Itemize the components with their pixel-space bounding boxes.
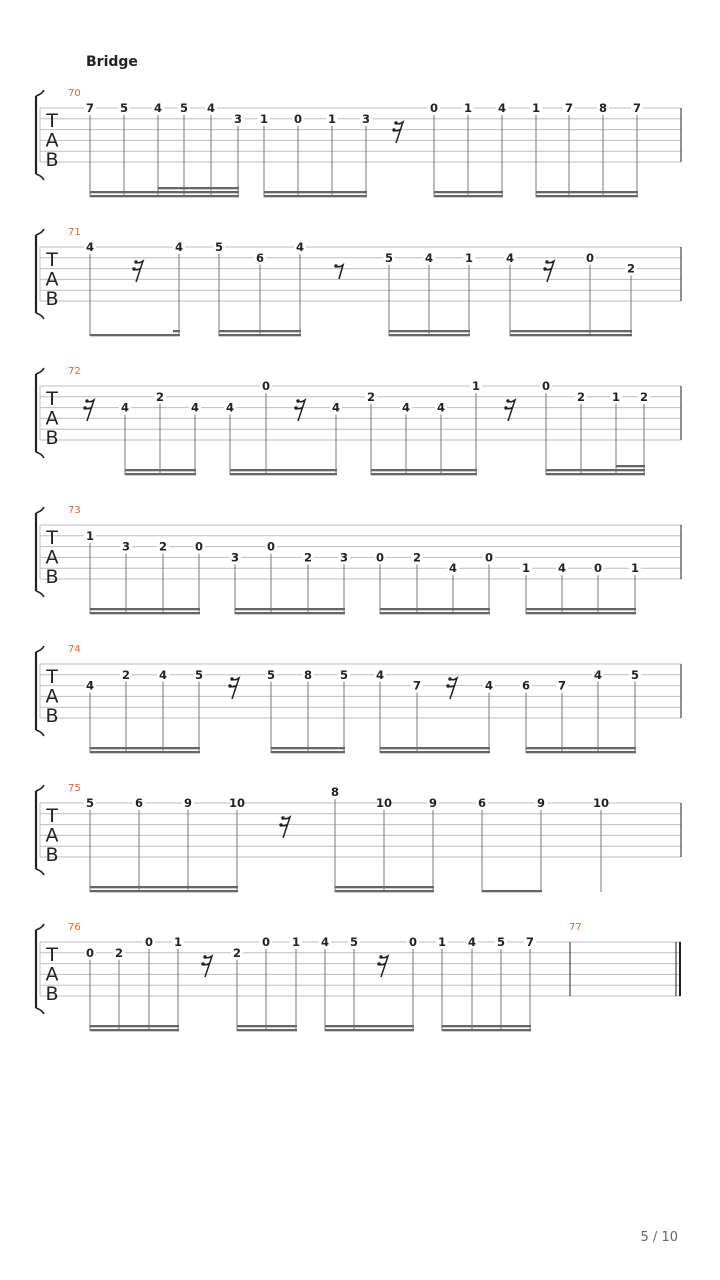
bracket-bottom-hook xyxy=(36,174,44,180)
tab-system xyxy=(36,783,681,892)
fret-number: 4 xyxy=(436,400,446,415)
fret-number: 0 xyxy=(484,550,494,565)
beam xyxy=(90,612,200,614)
fret-number: 5 xyxy=(85,796,95,810)
fret-number: 1 xyxy=(173,935,183,949)
fret-number: 0 xyxy=(85,945,95,960)
beam xyxy=(219,330,301,332)
measure-number: 77 xyxy=(569,922,582,933)
beam xyxy=(237,1029,297,1031)
fret-number: 9 xyxy=(183,796,193,810)
fret-number: 6 xyxy=(134,796,144,810)
sixteenth-rest-icon xyxy=(85,400,94,421)
fret-number: 4 xyxy=(158,667,168,682)
beam xyxy=(125,469,196,471)
fret-number: 3 xyxy=(361,111,371,126)
fret-number: 3 xyxy=(121,539,131,554)
beam xyxy=(237,1025,297,1027)
rest-dot xyxy=(201,962,204,965)
fret-number: 4 xyxy=(174,240,184,254)
tab-clef-letter: A xyxy=(45,407,59,430)
rest-dot xyxy=(392,128,395,131)
beam xyxy=(90,608,200,610)
fret-number: 7 xyxy=(412,678,422,693)
beam xyxy=(482,890,542,892)
rest-dot xyxy=(545,260,548,263)
bracket-bottom-hook xyxy=(36,313,44,319)
sixteenth-rest-icon xyxy=(134,261,143,282)
fret-number: 8 xyxy=(598,101,608,115)
beam xyxy=(264,195,367,197)
fret-number: 2 xyxy=(412,550,422,565)
bracket-top-hook xyxy=(36,507,44,513)
fret-number: 1 xyxy=(521,561,531,576)
tab-system xyxy=(36,644,681,753)
bracket-top-hook xyxy=(36,90,44,96)
fret-number: 0 xyxy=(194,539,204,554)
tab-system xyxy=(36,366,681,475)
fret-number: 0 xyxy=(429,101,439,115)
beam xyxy=(90,751,200,753)
fret-number: 7 xyxy=(632,101,642,115)
fret-number: 2 xyxy=(232,945,242,960)
tab-clef-letter: T xyxy=(46,249,58,271)
fret-number: 3 xyxy=(230,550,240,565)
fret-number: 10 xyxy=(228,796,246,810)
fret-number: 9 xyxy=(536,796,546,810)
sixteenth-rest-icon xyxy=(203,956,212,977)
fret-number: 4 xyxy=(225,400,235,415)
fret-number: 6 xyxy=(521,678,531,693)
beam xyxy=(389,334,470,336)
bracket-top-hook xyxy=(36,924,44,930)
rest-dot xyxy=(446,684,449,687)
fret-number: 1 xyxy=(291,935,301,949)
fret-number: 4 xyxy=(331,400,341,415)
fret-number: 5 xyxy=(266,667,276,682)
beam xyxy=(271,751,345,753)
sixteenth-rest-icon xyxy=(506,400,515,421)
beam xyxy=(442,1029,531,1031)
fret-number: 0 xyxy=(408,935,418,949)
beam xyxy=(389,330,470,332)
rest-dot xyxy=(504,406,507,409)
fret-number: 5 xyxy=(194,667,204,682)
fret-number: 3 xyxy=(339,550,349,565)
fret-number: 7 xyxy=(557,678,567,693)
sixteenth-rest-icon xyxy=(379,956,388,977)
beam xyxy=(158,187,239,189)
rest-dot xyxy=(281,816,284,819)
fret-number: 0 xyxy=(144,935,154,949)
beam xyxy=(325,1025,414,1027)
tab-clef-letter: A xyxy=(45,268,59,291)
bracket-bottom-hook xyxy=(36,591,44,597)
fret-number: 5 xyxy=(119,101,129,115)
measure-number: 72 xyxy=(68,366,81,377)
fret-number: 0 xyxy=(541,379,551,393)
fret-number: 5 xyxy=(214,240,224,254)
tab-clef-letter: A xyxy=(45,129,59,152)
fret-number: 8 xyxy=(330,785,340,800)
fret-number: 4 xyxy=(593,667,603,682)
fret-number: 0 xyxy=(266,539,276,554)
fret-number: 6 xyxy=(255,250,265,265)
fret-number: 0 xyxy=(261,379,271,393)
fret-number: 5 xyxy=(384,250,394,265)
fret-number: 1 xyxy=(611,389,621,404)
rest-dot xyxy=(83,406,86,409)
fret-number: 5 xyxy=(630,667,640,682)
sixteenth-rest-icon xyxy=(230,678,239,699)
beam xyxy=(510,334,632,336)
fret-number: 4 xyxy=(85,678,95,693)
tab-clef-letter: A xyxy=(45,824,59,847)
tab-clef-letter: T xyxy=(46,388,58,410)
rest-dot xyxy=(203,955,206,958)
beam xyxy=(90,1025,179,1027)
fret-number: 6 xyxy=(477,796,487,810)
bracket-bottom-hook xyxy=(36,869,44,875)
tab-clef-letter: A xyxy=(45,685,59,708)
rest-dot xyxy=(134,260,137,263)
sixteenth-rest-icon xyxy=(394,122,403,143)
beam xyxy=(380,751,490,753)
fret-number: 4 xyxy=(375,667,385,682)
measure-number: 71 xyxy=(68,227,81,238)
beam xyxy=(219,334,301,336)
beam xyxy=(526,751,636,753)
beam xyxy=(325,1029,414,1031)
beam xyxy=(90,334,180,336)
beam xyxy=(235,612,345,614)
fret-number: 5 xyxy=(179,101,189,115)
fret-number: 4 xyxy=(153,101,163,115)
fret-number: 0 xyxy=(593,561,603,576)
rest-dot xyxy=(294,406,297,409)
bracket-top-hook xyxy=(36,646,44,652)
tab-clef-letter: A xyxy=(45,546,59,569)
tab-clef-letter: B xyxy=(45,983,59,1005)
sixteenth-rest-icon xyxy=(281,817,290,838)
fret-number: 2 xyxy=(114,945,124,960)
fret-number: 1 xyxy=(463,101,473,115)
bracket-bottom-hook xyxy=(36,452,44,458)
fret-number: 4 xyxy=(401,400,411,415)
fret-number: 4 xyxy=(497,101,507,115)
bracket-top-hook xyxy=(36,229,44,235)
rest-dot xyxy=(379,955,382,958)
fret-number: 2 xyxy=(155,389,165,404)
fret-number: 7 xyxy=(564,101,574,115)
fret-number: 4 xyxy=(448,561,458,576)
beam xyxy=(371,469,477,471)
tab-clef-letter: T xyxy=(46,110,58,132)
tab-clef-letter: B xyxy=(45,705,59,727)
fret-number: 1 xyxy=(471,379,481,393)
fret-number: 2 xyxy=(576,389,586,404)
fret-number: 1 xyxy=(85,528,95,543)
measure-number: 75 xyxy=(68,783,81,794)
fret-number: 4 xyxy=(467,935,477,949)
bracket-top-hook xyxy=(36,785,44,791)
fret-number: 2 xyxy=(639,389,649,404)
tab-clef-letter: B xyxy=(45,566,59,588)
fret-number: 4 xyxy=(320,935,330,949)
tab-clef-letter: T xyxy=(46,944,58,966)
fret-number: 0 xyxy=(585,250,595,265)
beam xyxy=(335,890,434,892)
rest-dot xyxy=(296,399,299,402)
fret-number: 4 xyxy=(484,678,494,693)
rest-dot xyxy=(394,121,397,124)
fret-number: 0 xyxy=(375,550,385,565)
bracket-bottom-hook xyxy=(36,730,44,736)
rest-dot xyxy=(543,267,546,270)
fret-number: 4 xyxy=(295,240,305,254)
fret-number: 0 xyxy=(293,111,303,126)
rest-dot xyxy=(228,684,231,687)
beam xyxy=(371,473,477,475)
measure-number: 70 xyxy=(68,88,81,99)
tab-clef-letter: T xyxy=(46,666,58,688)
fret-number: 9 xyxy=(428,796,438,810)
page-number: 5 / 10 xyxy=(640,1230,678,1245)
beam xyxy=(546,473,645,475)
fret-number: 2 xyxy=(626,261,636,276)
fret-number: 7 xyxy=(85,101,95,115)
fret-number: 5 xyxy=(496,935,506,949)
beam xyxy=(380,612,490,614)
measure-number: 76 xyxy=(68,922,81,933)
fret-number: 2 xyxy=(303,550,313,565)
beam xyxy=(616,465,645,467)
fret-number: 10 xyxy=(375,796,393,810)
tab-clef-letter: B xyxy=(45,149,59,171)
tab-clef-letter: B xyxy=(45,844,59,866)
tab-clef-letter: B xyxy=(45,288,59,310)
sixteenth-rest-icon xyxy=(296,400,305,421)
fret-number: 4 xyxy=(557,561,567,576)
fret-number: 4 xyxy=(424,250,434,265)
bracket-top-hook xyxy=(36,368,44,374)
tab-system xyxy=(36,505,681,614)
beam xyxy=(526,747,636,749)
sixteenth-rest-icon xyxy=(448,678,457,699)
beam xyxy=(536,195,638,197)
beam xyxy=(510,330,632,332)
tab-system xyxy=(36,227,681,336)
tab-system xyxy=(36,922,681,1031)
fret-number: 4 xyxy=(85,240,95,254)
measure-number: 74 xyxy=(68,644,81,655)
tab-clef-letter: B xyxy=(45,427,59,449)
fret-number: 1 xyxy=(630,561,640,576)
fret-number: 10 xyxy=(592,796,610,810)
bracket-bottom-hook xyxy=(36,1008,44,1014)
beam xyxy=(434,191,503,193)
beam xyxy=(546,469,645,471)
fret-number: 4 xyxy=(190,400,200,415)
beam xyxy=(125,473,196,475)
fret-number: 5 xyxy=(339,667,349,682)
rest-dot xyxy=(377,962,380,965)
rest-dot xyxy=(132,267,135,270)
tab-clef-letter: T xyxy=(46,527,58,549)
rest-dot xyxy=(230,677,233,680)
tab-clef-letter: A xyxy=(45,963,59,986)
beam xyxy=(90,747,200,749)
beam xyxy=(230,473,337,475)
fret-number: 4 xyxy=(505,250,515,265)
beam xyxy=(90,1029,179,1031)
rest-dot xyxy=(279,823,282,826)
rest-dot xyxy=(85,399,88,402)
fret-number: 3 xyxy=(233,111,243,126)
beam xyxy=(235,608,345,610)
fret-number: 2 xyxy=(121,667,131,682)
fret-number: 1 xyxy=(464,250,474,265)
beam xyxy=(90,191,239,193)
fret-number: 4 xyxy=(206,101,216,115)
fret-number: 0 xyxy=(261,935,271,949)
beam xyxy=(380,747,490,749)
fret-number: 1 xyxy=(531,101,541,115)
rest-dot xyxy=(334,264,338,268)
tab-clef-letter: T xyxy=(46,805,58,827)
sixteenth-rest-icon xyxy=(545,261,554,282)
beam xyxy=(271,747,345,749)
beam xyxy=(90,195,239,197)
fret-number: 2 xyxy=(366,389,376,404)
tab-system xyxy=(36,88,681,197)
beam xyxy=(90,890,238,892)
beam xyxy=(526,612,636,614)
rest-dot xyxy=(448,677,451,680)
beam xyxy=(230,469,337,471)
measure-number: 73 xyxy=(68,505,81,516)
section-title: Bridge xyxy=(86,54,138,70)
fret-number: 8 xyxy=(303,667,313,682)
rest-dot xyxy=(506,399,509,402)
fret-number: 7 xyxy=(525,935,535,949)
beam xyxy=(173,330,180,332)
beam xyxy=(526,608,636,610)
fret-number: 1 xyxy=(327,111,337,126)
beam xyxy=(536,191,638,193)
beam xyxy=(442,1025,531,1027)
beam xyxy=(380,608,490,610)
fret-number: 2 xyxy=(158,539,168,554)
beam xyxy=(434,195,503,197)
beam xyxy=(90,886,238,888)
fret-number: 1 xyxy=(437,935,447,949)
fret-number: 1 xyxy=(259,111,269,126)
fret-number: 5 xyxy=(349,935,359,949)
beam xyxy=(335,886,434,888)
fret-number: 4 xyxy=(120,400,130,415)
beam xyxy=(264,191,367,193)
